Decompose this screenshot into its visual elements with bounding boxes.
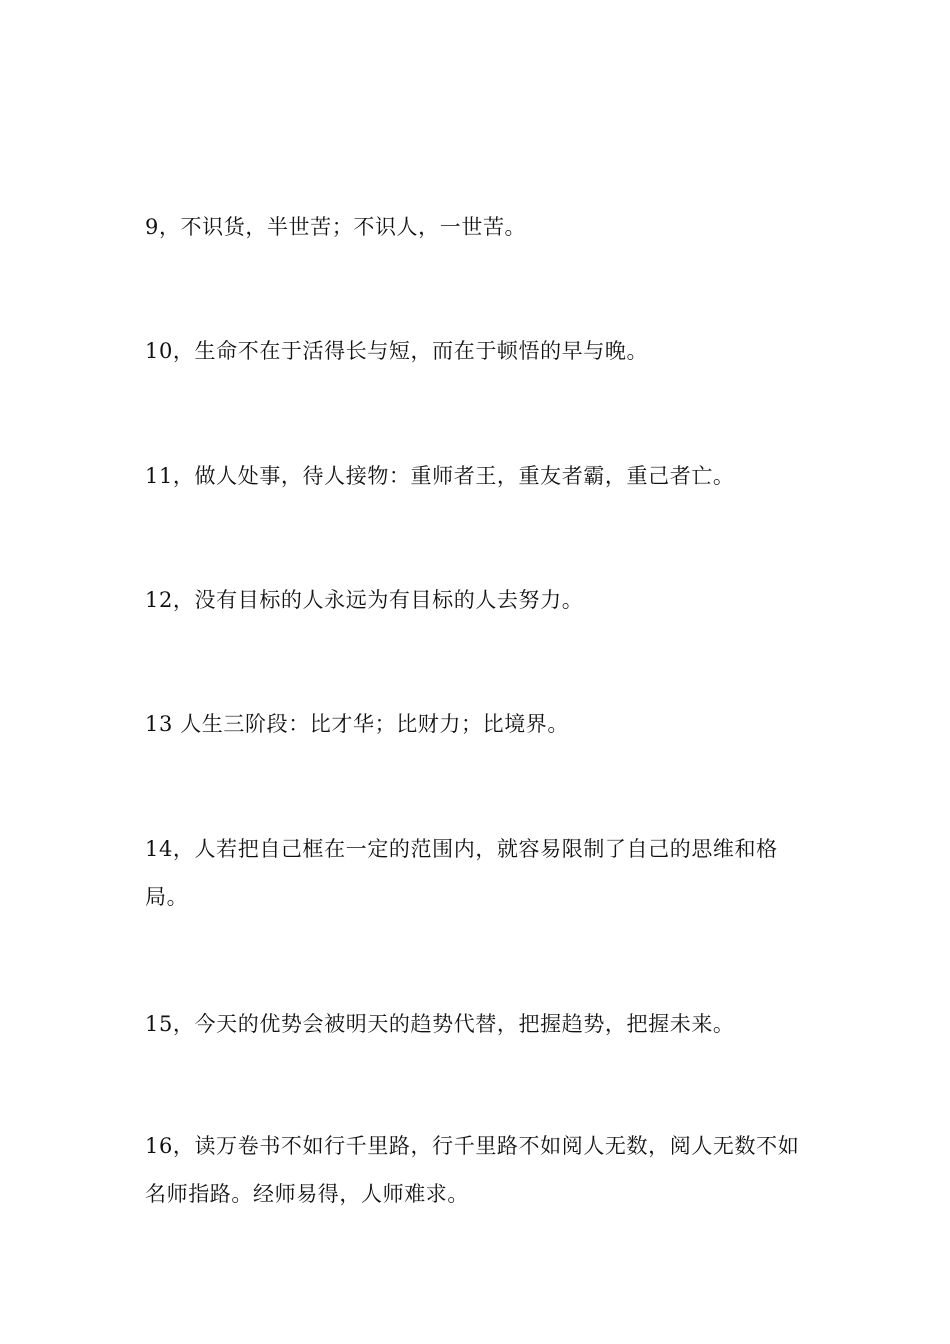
paragraph-13: 13 人生三阶段：比才华；比财力；比境界。 bbox=[145, 712, 569, 736]
paragraph-12: 12，没有目标的人永远为有目标的人去努力。 bbox=[145, 588, 584, 612]
paragraph-9: 9，不识货，半世苦；不识人，一世苦。 bbox=[145, 215, 527, 239]
paragraph-14: 14，人若把自己框在一定的范围内，就容易限制了自己的思维和格局。 bbox=[145, 837, 778, 909]
paragraph-10: 10，生命不在于活得长与短，而在于顿悟的早与晚。 bbox=[145, 339, 649, 363]
paragraph-15: 15，今天的优势会被明天的趋势代替，把握趋势，把握未来。 bbox=[145, 1012, 735, 1036]
paragraph-16: 16，读万卷书不如行千里路，行千里路不如阅人无数，阅人无数不如名师指路。经师易得，人师难求。 bbox=[145, 1134, 800, 1206]
paragraph-11: 11，做人处事，待人接物：重师者王，重友者霸，重己者亡。 bbox=[145, 464, 735, 488]
